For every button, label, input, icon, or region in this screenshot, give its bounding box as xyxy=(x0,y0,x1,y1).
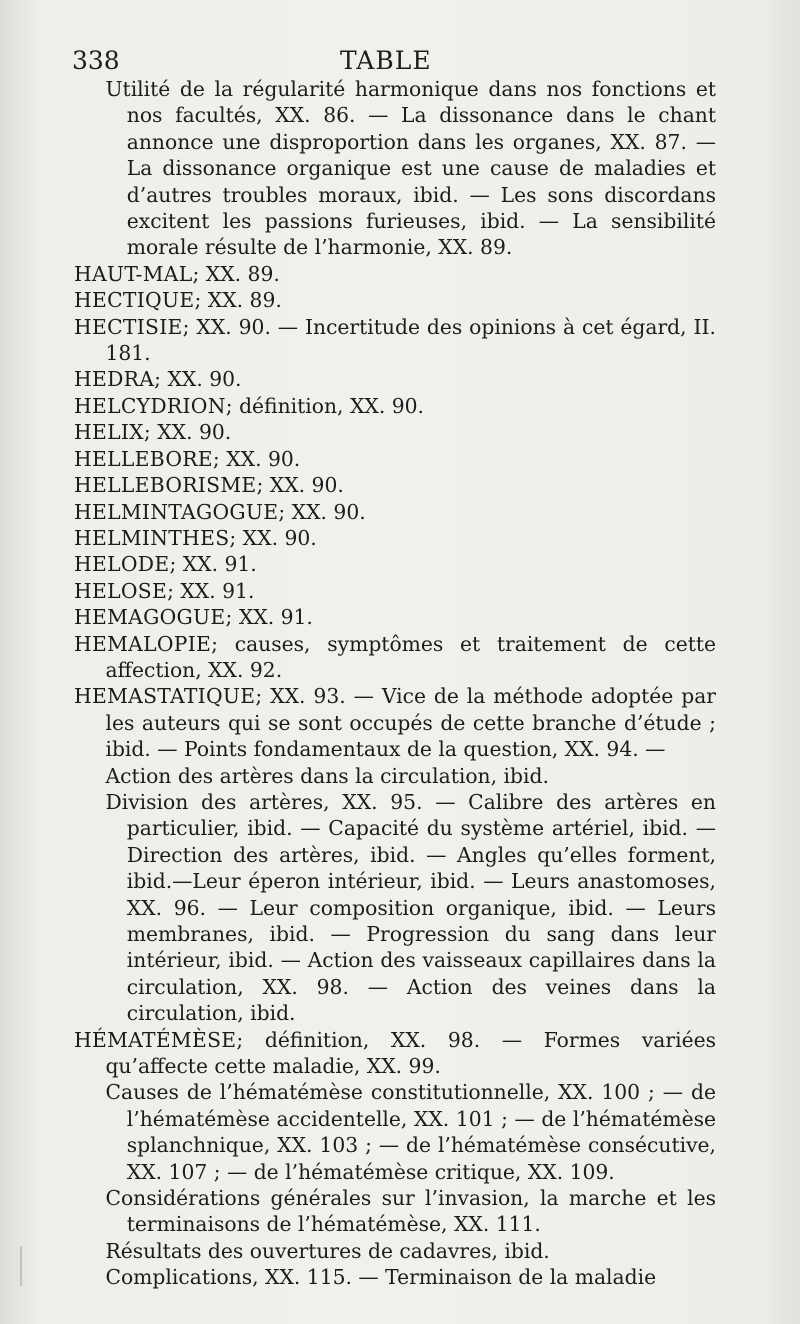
index-subentry: Résultats des ouvertures de cadavres, ibid. xyxy=(105,1238,550,1263)
index-entry: HEMAGOGUE; XX. 91. xyxy=(74,605,313,630)
entry-heading: HELIX xyxy=(74,420,144,445)
index-entry: HECTIQUE; XX. 89. xyxy=(74,288,282,313)
entry-heading: HEMASTATIQUE xyxy=(74,684,256,709)
entry-heading: HECTISIE xyxy=(74,314,183,339)
index-entry: HÉMATÉMÈSE; définition, XX. 98. — Formes variées qu’affecte cette maladie, XX. 99. xyxy=(74,1027,716,1079)
index-subentry: Causes de l’hématémèse constitutionnelle, XX. 100 ; — de l’hématémèse accidentelle, XX. 101 ; — de l’hématémèse splanchnique, XX. 103 ; — de l’hématémèse consécutive, XX. 107 ; — de l’hématémèse critique, XX. 109. xyxy=(105,1080,716,1184)
index-entry: HEMASTATIQUE; XX. 93. — Vice de la méthode adoptée par les auteurs qui se sont occupés de cette branche d’étude ; ibid. — Points fondamentaux de la question, XX. 94. — xyxy=(74,684,716,762)
index-body xyxy=(74,76,716,1291)
index-entry: HECTISIE; XX. 90. — Incertitude des opinions à cet égard, II. 181. xyxy=(74,314,716,366)
entry-heading: HÉMATÉMÈSE xyxy=(74,1027,237,1052)
index-entry: HELODE; XX. 91. xyxy=(74,552,257,577)
entry-heading: HELODE xyxy=(74,552,170,577)
index-entry: HELMINTHES; XX. 90. xyxy=(74,525,317,550)
index-subentry: Considérations générales sur l’invasion, la marche et les terminaisons de l’hématémèse, XX. 111. xyxy=(105,1186,716,1237)
entry-heading: HELMINTAGOGUE xyxy=(74,499,279,524)
entry-heading: HELOSE xyxy=(74,578,168,603)
margin-mark xyxy=(20,1246,22,1286)
index-entry: HELMINTAGOGUE; XX. 90. xyxy=(74,499,366,524)
entry-heading: HAUT-MAL xyxy=(74,261,193,286)
entry-heading: HELCYDRION xyxy=(74,393,226,418)
entry-heading: HELLEBORISME xyxy=(74,473,257,498)
index-subentry: Division des artères, XX. 95. — Calibre des artères en particulier, ibid. — Capacité du système artériel, ibid. — Direction des artères, ibid. — Angles qu’elles forment, ibid.—Leur éperon intérieur, ibid. — Leurs anastomoses, XX. 96. — Leur composition organique, ibid. — Leurs membranes, ibid. — Progression du sang dans leur intérieur, ibid. — Action des vaisseaux capillaires dans la circulation, XX. 98. — Action des veines dans la circulation, ibid. xyxy=(105,789,716,1026)
index-entry: HELIX; XX. 90. xyxy=(74,420,232,445)
index-entry: HELLEBORE; XX. 90. xyxy=(74,446,301,471)
index-entry: HELCYDRION; définition, XX. 90. xyxy=(74,393,424,418)
running-title: TABLE xyxy=(340,46,432,75)
index-entry: HELLEBORISME; XX. 90. xyxy=(74,473,344,498)
entry-heading: HEMAGOGUE xyxy=(74,605,226,630)
page-number: 338 xyxy=(72,46,120,75)
entry-heading: HEMALOPIE xyxy=(74,631,212,656)
index-subentry: Action des artères dans la circulation, ibid. xyxy=(105,763,549,788)
index-subentry: Complications, XX. 115. — Terminaison de la maladie xyxy=(105,1265,657,1290)
entry-heading: HELMINTHES xyxy=(74,525,230,550)
index-entry: HELOSE; XX. 91. xyxy=(74,578,255,603)
index-entry: HEDRA; XX. 90. xyxy=(74,367,242,392)
entry-heading: HELLEBORE xyxy=(74,446,213,471)
page-header xyxy=(72,44,732,78)
entry-heading: HECTIQUE xyxy=(74,288,195,313)
entry-heading: HEDRA xyxy=(74,367,155,392)
index-subentry: Utilité de la régularité harmonique dans nos fonctions et nos facultés, XX. 86. — La dissonance dans le chant annonce une disproportion dans les organes, XX. 87. — La dissonance organique est une cause de maladies et d’autres troubles moraux, ibid. — Les sons discordans excitent les passions furieuses, ibid. — La sensibilité morale résulte de l’harmonie, XX. 89. xyxy=(105,77,716,260)
index-entry: HAUT-MAL; XX. 89. xyxy=(74,261,280,286)
index-entry: HEMALOPIE; causes, symptômes et traitement de cette affection, XX. 92. xyxy=(74,631,716,682)
